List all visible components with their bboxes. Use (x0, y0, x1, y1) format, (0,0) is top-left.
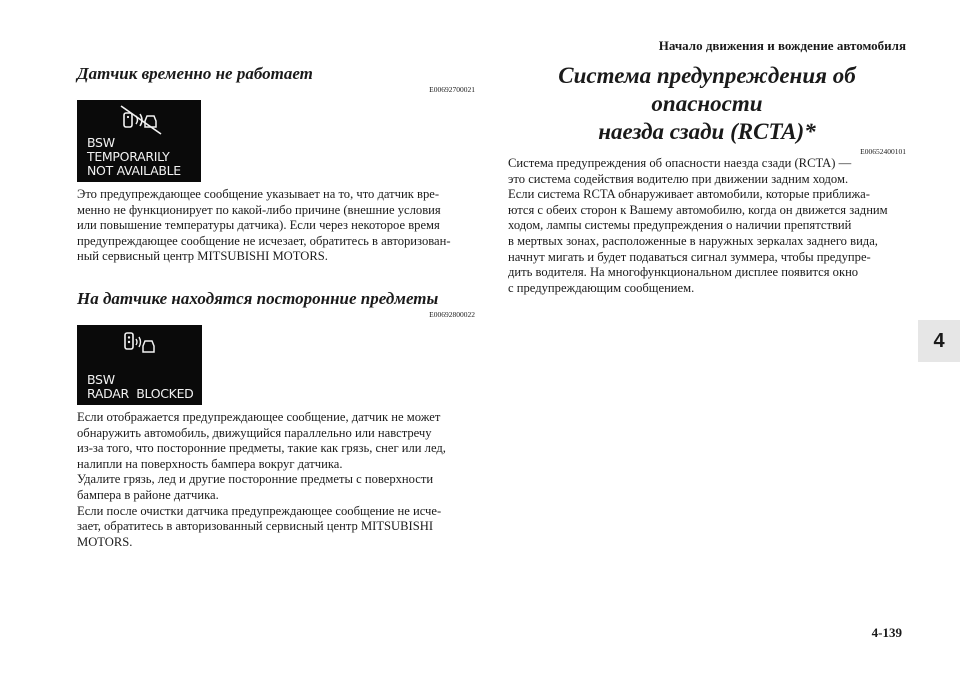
paragraph: Система предупреждения об опасности наезда сзади (RCTA) — это система содействия водителю при движении задним ходом. (508, 156, 852, 186)
radar-sensor-crossed-icon (119, 104, 165, 136)
bsw-radar-blocked-display (77, 325, 202, 405)
bsw-temporarily-unavailable-display (77, 100, 201, 182)
section-title-sensor-unavailable: Датчик временно не работает (77, 64, 313, 83)
display-line: NOT AVAILABLE (87, 163, 181, 178)
title-line: наезда сзади (RCTA)* (598, 119, 816, 144)
display-line: TEMPORARILY (87, 149, 170, 164)
paragraph: Удалите грязь, лед и другие посторонние предметы с поверхности бампера в районе датчика. (77, 472, 434, 502)
left-column (77, 64, 475, 550)
display-line: BSW (87, 371, 115, 387)
display-line: BSW (87, 135, 115, 150)
chapter-tab: 4 (918, 320, 960, 362)
page-number: 4-139 (871, 625, 902, 640)
section-code: E00692700021 (429, 85, 475, 94)
right-column (508, 62, 906, 296)
section-code: E00692800022 (429, 309, 475, 319)
paragraph: Если после очистки датчика предупреждающее сообщение не исче- зает, обратитесь в авторизованный сервисный центр MITSUBISHI MOTORS. (77, 503, 442, 549)
radar-sensor-blocked-icon (121, 329, 161, 359)
title-line: Система предупреждения об опасности (558, 63, 856, 116)
section-title-rcta (508, 62, 906, 146)
display-line: RADAR BLOCKED (87, 385, 194, 401)
paragraph: Это предупреждающее сообщение указывает на то, что датчик вре- менно не функционирует по какой-либо причине (внешние условия или повышение температуры датчика). Если через некоторое время предупреждающее сообщение не исчезает, обратитесь в авторизован- ный сервисный центр MITSUBISHI MOTORS. (77, 187, 451, 264)
section-code: E00652400101 (860, 147, 906, 156)
paragraph: Если отображается предупреждающее сообщение, датчик не может обнаружить автомобиль, движущийся параллельно или навстречу из-за того, что посторонние предметы, такие как грязь, снег или лед, налипли на поверхность бампера вокруг датчика. (77, 409, 446, 471)
section-title-sensor-blocked: На датчике находятся посторонние предметы (77, 288, 439, 308)
running-head: Начало движения и вождение автомобиля (658, 38, 906, 53)
paragraph: Если система RCTA обнаруживает автомобили, которые приближа- ются с обеих сторон к Вашему автомобилю, когда он движется задним ходом, лампы системы предупреждения о наличии препятствий в мертвых зонах, расположенные в наружных зеркалах заднего вида, начнут мигать и будет подаваться сигнал зуммера, чтобы предупре- дить водителя. На многофункциональном дисплее появится окно с предупреждающим сообщением. (508, 187, 888, 295)
